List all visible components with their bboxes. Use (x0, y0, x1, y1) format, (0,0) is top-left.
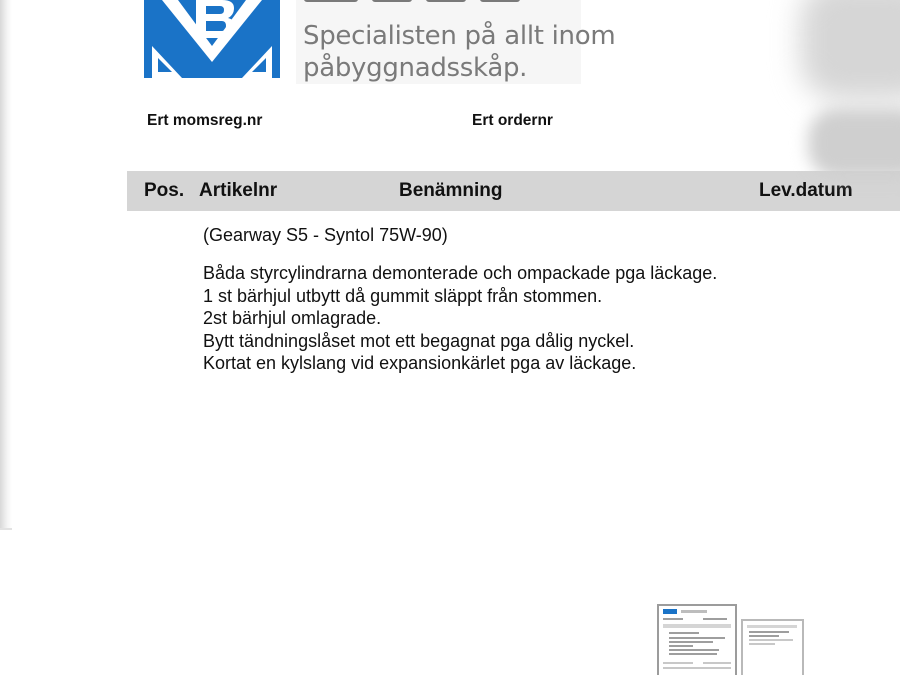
page-thumbnail-1[interactable] (657, 604, 737, 675)
wordmark-fragment-icon (300, 0, 530, 6)
column-header-description: Benämning (399, 180, 503, 201)
page-thumbnail-2[interactable] (741, 619, 804, 675)
page-thumbnail-icon (659, 606, 735, 675)
page-thumbnail-icon (743, 621, 802, 675)
note-line: Båda styrcylindrarna demonterade och ompackade pga läckage. (203, 263, 718, 283)
company-slogan (303, 20, 615, 84)
order-number-label: Ert ordernr (472, 112, 553, 129)
page-edge-shadow (0, 0, 12, 528)
note-line: 2st bärhjul omlagrade. (203, 308, 382, 329)
redacted-area (808, 108, 900, 178)
work-notes (203, 262, 717, 375)
note-line: Bytt tändningslåset mot ett begagnat pga dålig nyckel. (203, 330, 635, 351)
note-line: 1 st bärhjul utbytt då gummit släppt från stommen. (203, 285, 603, 306)
table-header-bar (127, 171, 900, 211)
redacted-area (800, 0, 900, 100)
slogan-line-2: påbyggnadsskåp. (303, 53, 528, 83)
slogan-line-1: Specialisten på allt inom (303, 21, 616, 51)
blue-b-emblem-icon (144, 0, 280, 78)
column-header-delivery-date: Lev.datum (759, 180, 853, 201)
column-header-position: Pos. (144, 180, 185, 201)
vat-number-label: Ert momsreg.nr (147, 112, 263, 129)
page-bottom-edge (0, 528, 12, 530)
model-line: (Gearway S5 - Syntol 75W-90) (203, 225, 448, 245)
note-line: Kortat en kylslang vid expansionkärlet pga av läckage. (203, 353, 637, 374)
column-header-article-number: Artikelnr (199, 180, 278, 201)
